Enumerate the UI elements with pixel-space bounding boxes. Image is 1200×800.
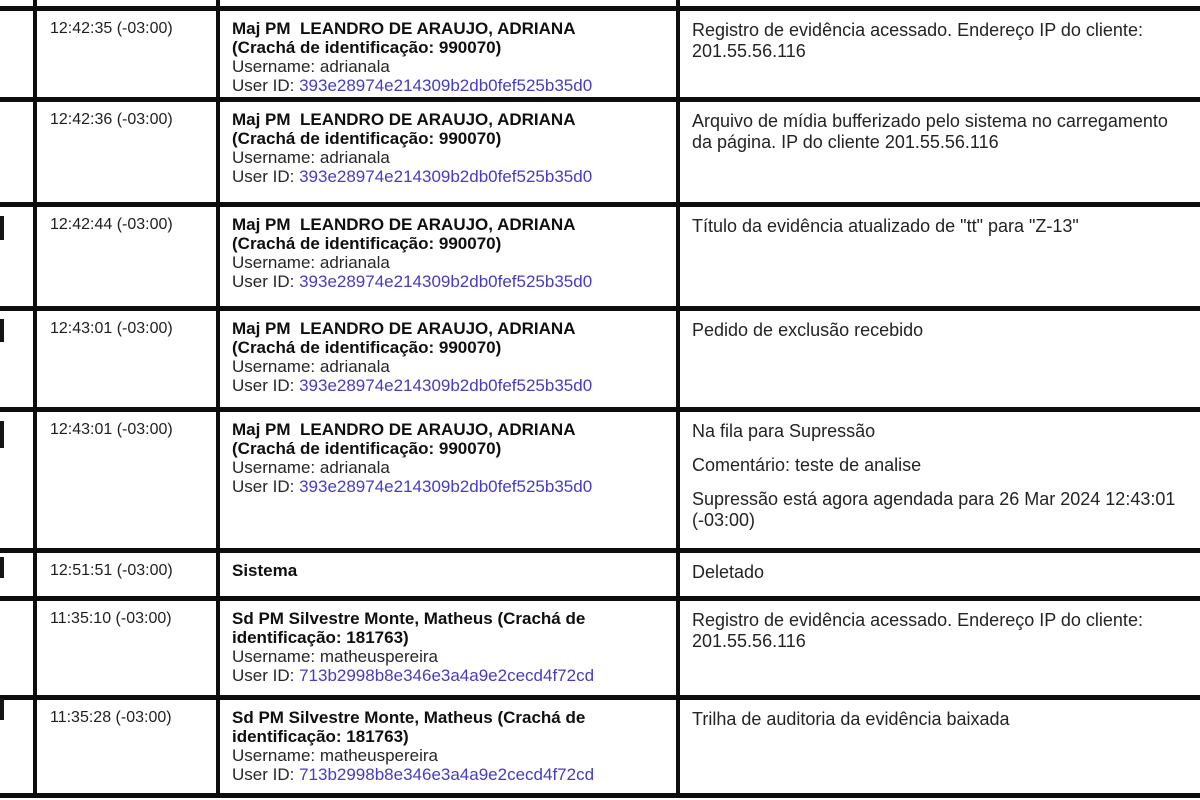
timestamp-cell <box>35 409 218 550</box>
username-line <box>232 148 666 167</box>
user-id-label: User ID: <box>232 271 295 291</box>
user-id-line <box>232 76 666 95</box>
user-id-link[interactable]: 393e28974e214309b2db0fef525b35d0 <box>299 166 593 186</box>
user-id-link[interactable]: 393e28974e214309b2db0fef525b35d0 <box>299 75 593 95</box>
username-value: adrianala <box>319 147 390 167</box>
user-id-label: User ID: <box>232 665 295 685</box>
username-label: Username: <box>232 745 316 765</box>
user-id-line <box>232 765 666 784</box>
user-id-line <box>232 272 666 291</box>
user-id-label: User ID: <box>232 764 295 784</box>
description-cell <box>678 409 1200 550</box>
timestamp-cell <box>35 8 218 99</box>
user-id-line <box>232 167 666 186</box>
user-name: Maj PM LEANDRO DE ARAUJO, ADRIANA (Crachá de identificação: 990070) <box>232 419 580 458</box>
timestamp: 12:42:35 (-03:00) <box>50 19 173 37</box>
user-cell <box>218 0 678 8</box>
username-line <box>232 357 666 376</box>
user-name: Maj PM LEANDRO DE ARAUJO, ADRIANA (Crachá de identificação: 990070) <box>232 318 580 357</box>
username-line <box>232 746 666 765</box>
timestamp: 12:42:36 (-03:00) <box>50 110 173 128</box>
username-label: Username: <box>232 56 316 76</box>
user-id-line <box>232 376 666 395</box>
user-cell <box>218 308 678 409</box>
gutter-cell <box>0 697 35 795</box>
username-label: Username: <box>232 147 316 167</box>
left-border-fragment <box>0 557 4 578</box>
username-label: Username: <box>232 646 316 666</box>
description-cell <box>678 204 1200 308</box>
user-name: Sd PM Silvestre Monte, Matheus (Crachá de identificação: 181763) <box>232 608 591 647</box>
user-id-label: User ID: <box>232 476 295 496</box>
user-name: Maj PM LEANDRO DE ARAUJO, ADRIANA (Crachá de identificação: 990070) <box>232 18 580 57</box>
user-name: Sd PM Silvestre Monte, Matheus (Crachá de identificação: 181763) <box>232 707 591 746</box>
user-id-link[interactable]: 393e28974e214309b2db0fef525b35d0 <box>299 476 593 496</box>
description-cell <box>678 697 1200 795</box>
description-text: Deletado <box>692 561 765 582</box>
audit-row <box>0 550 1200 598</box>
user-cell <box>218 409 678 550</box>
description-text: Na fila para Supressão <box>692 420 876 441</box>
description-text: Pedido de exclusão recebido <box>692 319 924 340</box>
timestamp-cell <box>35 598 218 697</box>
left-border-fragment <box>0 698 4 720</box>
description-cell <box>678 8 1200 99</box>
user-id-link[interactable]: 393e28974e214309b2db0fef525b35d0 <box>299 271 593 291</box>
gutter-cell <box>0 0 35 8</box>
username-label: Username: <box>232 252 316 272</box>
user-id-link[interactable]: 713b2998b8e346e3a4a9e2cecd4f72cd <box>299 665 595 685</box>
timestamp: 12:43:01 (-03:00) <box>50 420 173 438</box>
user-name: Maj PM LEANDRO DE ARAUJO, ADRIANA (Crachá de identificação: 990070) <box>232 214 580 253</box>
timestamp: 12:42:44 (-03:00) <box>50 215 173 233</box>
audit-row <box>0 409 1200 550</box>
description-text: Título da evidência atualizado de "tt" para "Z-13" <box>692 215 1079 236</box>
user-cell <box>218 204 678 308</box>
description-text: Supressão está agora agendada para 26 Mar 2024 12:43:01 (-03:00) <box>692 488 1176 530</box>
username-value: adrianala <box>319 457 390 477</box>
timestamp-cell <box>35 550 218 598</box>
user-name: Maj PM LEANDRO DE ARAUJO, ADRIANA (Crachá de identificação: 990070) <box>232 109 580 148</box>
audit-row <box>0 204 1200 308</box>
user-id-label: User ID: <box>232 375 295 395</box>
user-id-label: User ID: <box>232 75 295 95</box>
description-cell <box>678 550 1200 598</box>
audit-row <box>0 697 1200 795</box>
timestamp: 12:43:01 (-03:00) <box>50 319 173 337</box>
username-line <box>232 647 666 666</box>
audit-row <box>0 598 1200 697</box>
username-value: adrianala <box>319 356 390 376</box>
description-text: Arquivo de mídia bufferizado pelo sistema no carregamento da página. IP do cliente 201.55.56.116 <box>692 110 1168 152</box>
gutter-cell <box>0 598 35 697</box>
description-cell <box>678 99 1200 204</box>
username-value: matheuspereira <box>319 646 438 666</box>
username-line <box>232 57 666 76</box>
username-label: Username: <box>232 356 316 376</box>
user-id-label: User ID: <box>232 166 295 186</box>
system-user-name: Sistema <box>232 560 298 580</box>
user-cell <box>218 697 678 795</box>
clipped-row <box>0 0 1200 8</box>
user-cell <box>218 550 678 598</box>
timestamp-cell <box>35 99 218 204</box>
username-line <box>232 253 666 272</box>
description-cell <box>678 598 1200 697</box>
username-value: adrianala <box>319 56 390 76</box>
gutter-cell <box>0 308 35 409</box>
gutter-cell <box>0 8 35 99</box>
username-label: Username: <box>232 457 316 477</box>
user-id-line <box>232 477 666 496</box>
gutter-cell <box>0 99 35 204</box>
audit-row <box>0 99 1200 204</box>
timestamp: 11:35:10 (-03:00) <box>50 609 172 627</box>
audit-row <box>0 8 1200 99</box>
gutter-cell <box>0 550 35 598</box>
gutter-cell <box>0 409 35 550</box>
timestamp-cell <box>35 697 218 795</box>
audit-row <box>0 308 1200 409</box>
user-cell <box>218 598 678 697</box>
left-border-fragment <box>0 421 4 448</box>
description-text: Registro de evidência acessado. Endereço IP do cliente: 201.55.56.116 <box>692 19 1143 61</box>
user-id-link[interactable]: 393e28974e214309b2db0fef525b35d0 <box>299 375 593 395</box>
description-cell <box>678 308 1200 409</box>
description-text: Registro de evidência acessado. Endereço IP do cliente: 201.55.56.116 <box>692 609 1143 651</box>
timestamp: 11:35:28 (-03:00) <box>50 708 172 726</box>
timestamp-cell <box>35 204 218 308</box>
description-cell <box>678 0 1200 8</box>
timestamp: 12:51:51 (-03:00) <box>50 561 173 579</box>
timestamp-cell <box>35 0 218 8</box>
user-cell <box>218 8 678 99</box>
username-line <box>232 458 666 477</box>
username-value: matheuspereira <box>319 745 438 765</box>
left-border-fragment <box>0 216 4 240</box>
gutter-cell <box>0 204 35 308</box>
description-text: Trilha de auditoria da evidência baixada <box>692 708 1010 729</box>
description-text: Comentário: teste de analise <box>692 454 922 475</box>
timestamp-cell <box>35 308 218 409</box>
username-value: adrianala <box>319 252 390 272</box>
user-id-line <box>232 666 666 685</box>
user-cell <box>218 99 678 204</box>
left-border-fragment <box>0 319 4 342</box>
user-id-link[interactable]: 713b2998b8e346e3a4a9e2cecd4f72cd <box>299 764 595 784</box>
